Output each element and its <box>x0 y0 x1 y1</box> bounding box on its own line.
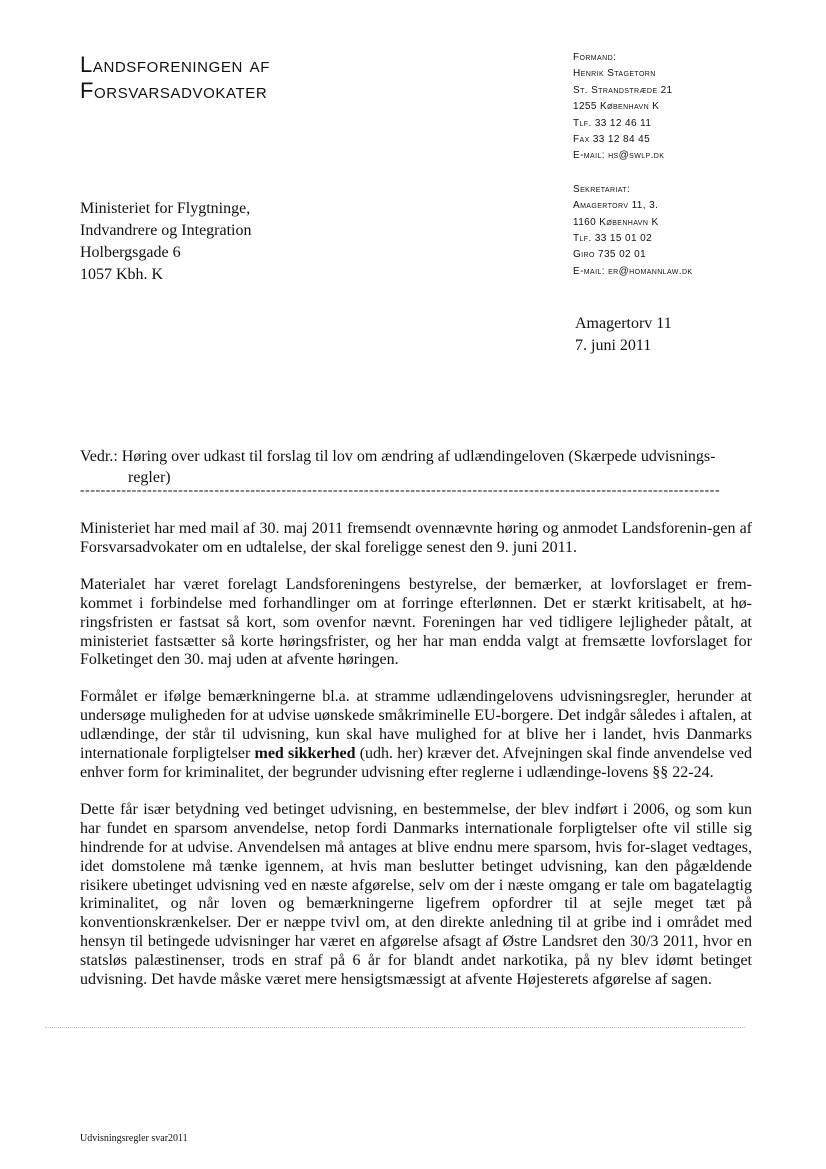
recipient-line3: Holbergsgade 6 <box>80 244 181 261</box>
formand-address: St. Strandstræde 21 <box>573 84 673 96</box>
org-name-line1: Landsforeningen af <box>80 52 270 77</box>
paragraph-3-text-start: Formålet er ifølge bemærkningerne bl.a. at stramme udlændingelovens udvisningsregler, herunder at undersøge muligheden for at udvise uønskede småkriminelle EU-borgere. Det indgår således i aftalen, at udlændinge, der står til udvisning, kun skal have mulighed for at blive her i landet, hvis Danmarks internationale forpligtelser <box>80 688 752 763</box>
paragraph-3 <box>80 688 752 783</box>
subject-line1: Vedr.: Høring over udkast til forslag til lov om ændring af udlændingeloven (Skærpede udvisnings- <box>80 448 716 465</box>
sekretariat-address: Amagertorv 11, 3. <box>573 200 659 212</box>
paragraph-4: Dette får især betydning ved betinget udvisning, en bestemmelse, der blev indført i 2006, og som kun har fundet en sparsom anvendelse, netop fordi Danmarks internationale forpligtelser ofte vil stille sig hindrende for at udvise. Anvendelsen må antages at blive endnu mere sparsom, hvis for-slaget vedtages, idet domstolene må tænke igennem, at hvis man beslutter betinget udvisning, kan den pågældende risikere ubetinget udvisning ved en næste afgørelse, selv om der i næste omgang er tale om bagatelagtig kriminalitet, og når loven og bemærkningerne ligefrem opfordrer til at sejle meget tæt på konventionskrænkelser. Der er næppe tvivl om, at den direkte anledning til at gribe ind i området med hensyn til betingede udvisninger har været en afgørelse afsagt af Østre Landsret den 30/3 2011, hvor en statsløs palæstinenser, trods en straf på 6 år for blandt andet narkotika, på ny blev idømt betinget udvisning. Det havde måske været mere hensigtsmæssigt at afvente Højesterets afgørelse af sagen. <box>80 800 752 989</box>
formand-city: 1255 København K <box>573 101 660 113</box>
org-name-line2: Forsvarsadvokater <box>80 78 268 103</box>
sender-place: Amagertorv 11 <box>575 315 672 332</box>
sekretariat-heading: Sekretariat: <box>573 183 631 195</box>
formand-email: E-mail: hs@swlp.dk <box>573 150 665 162</box>
formand-fax: Fax 33 12 84 45 <box>573 134 651 146</box>
subject-line2: regler) <box>128 469 171 486</box>
contact-sidebar <box>573 50 773 280</box>
paragraph-2: Materialet har været forelagt Landsforeningens bestyrelse, der bemærker, at lovforslaget er frem-kommet i forbindelse med forhandlinger om at forringe efterlønnen. Det er stærkt kritisabelt, at hø-ringsfristen er fastsat så kort, som ovenfor nævnt. Foreningen har ved tidligere lejligheder påtalt, at ministeriet fastsætter så korte høringsfrister, og her har man endda valgt at fremsætte lovforslaget for Folketinget den 30. maj uden at afvente høringen. <box>80 575 752 669</box>
emphasized-phrase: med sikkerhed <box>254 745 356 763</box>
formand-heading: Formand: <box>573 52 617 63</box>
paragraph-1: Ministeriet har med mail af 30. maj 2011 fremsendt ovennævnte høring og anmodet Landsforenin-gen af Forsvarsadvokater om en udtalelse, der skal foreligge senest den 9. juni 2011. <box>80 520 752 556</box>
sekretariat-giro: Giro 735 02 01 <box>573 249 647 261</box>
sekretariat-phone: Tlf. 33 15 01 02 <box>573 233 653 245</box>
letter-date: 7. juni 2011 <box>575 337 652 354</box>
recipient-address <box>80 198 251 286</box>
recipient-line1: Ministeriet for Flygtninge, <box>80 200 251 217</box>
sidebar-spacer <box>573 165 773 182</box>
letterhead-organization <box>80 52 500 104</box>
sekretariat-email: E-mail: er@homannlaw.dk <box>573 265 693 277</box>
sekretariat-city: 1160 København K <box>573 216 659 228</box>
formand-phone: Tlf. 33 12 46 11 <box>573 117 652 129</box>
sender-place-date <box>575 313 672 357</box>
formand-name: Henrik Stagetorn <box>573 68 656 80</box>
recipient-line2: Indvandrere og Integration <box>80 222 252 239</box>
page-break-marker <box>45 1027 745 1028</box>
paragraph-3-text-end: (udh. her) kræver det. Afvejningen skal finde anvendelse ved enhver form for kriminalitet, der begrunder udvisning efter reglerne i udlændinge-lovens §§ 22-24. <box>80 745 752 781</box>
dashed-divider: ---------------------------------------------------------------------------------------------------------------------------- <box>80 483 721 498</box>
letter-body <box>80 520 752 1008</box>
document-footer: Udvisningsregler svar2011 <box>80 1133 188 1144</box>
recipient-line4: 1057 Kbh. K <box>80 266 164 283</box>
